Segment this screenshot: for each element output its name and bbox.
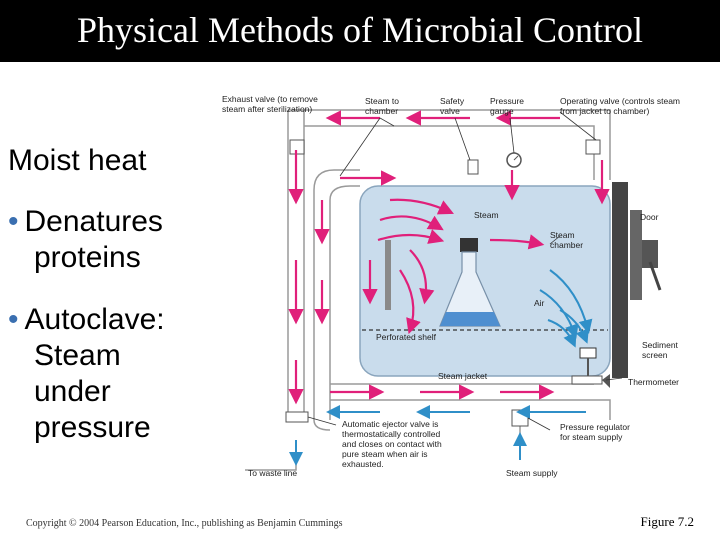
label-line: Sediment	[642, 340, 678, 350]
label-line: Steam to	[365, 96, 400, 106]
copyright-text: Copyright © 2004 Pearson Education, Inc., publishing as Benjamin Cummings	[26, 518, 343, 529]
label-line: from jacket to chamber)	[560, 106, 650, 116]
label-line: Automatic ejector valve is	[342, 419, 439, 429]
bullet-text: Steam	[34, 339, 121, 372]
label-line: for steam supply	[560, 432, 623, 442]
label-steam-jacket: Steam jacket	[438, 371, 488, 381]
slide-title: Physical Methods of Microbial Control	[77, 10, 643, 50]
label-sediment-screen	[642, 340, 679, 360]
sediment-screen-icon	[580, 348, 596, 358]
bullet-dot: •	[8, 303, 19, 336]
label-line: valve	[440, 106, 460, 116]
label-safety-valve	[440, 96, 465, 116]
operating-valve-icon	[586, 140, 600, 154]
label-line: Safety	[440, 96, 465, 106]
ejector-valve-icon	[286, 412, 308, 422]
bullet-text: under	[34, 375, 111, 408]
label-exhaust-valve	[222, 94, 318, 114]
bullet-text: proteins	[34, 241, 141, 274]
label-pressure-regulator	[560, 422, 630, 442]
label-steam-to-chamber	[365, 96, 399, 116]
label-steam: Steam	[474, 210, 499, 220]
label-line: Pressure regulator	[560, 422, 630, 432]
label-line: steam after sterilization)	[222, 104, 313, 114]
label-line: and closes on contact with	[342, 439, 442, 449]
label-door: Door	[640, 212, 659, 222]
label-perforated-shelf: Perforated shelf	[376, 332, 437, 342]
label-line: thermostatically controlled	[342, 429, 441, 439]
label-line: Pressure	[490, 96, 525, 106]
label-air: Air	[534, 298, 545, 308]
label-line: exhausted.	[342, 459, 384, 469]
bullet-dot: •	[8, 205, 19, 238]
heating-element	[385, 240, 391, 310]
section-heading: Moist heat	[8, 144, 147, 177]
label-line: gauge	[490, 106, 514, 116]
label-line: Exhaust valve (to remove	[222, 94, 318, 104]
label-line: chamber	[365, 106, 399, 116]
bullet-text: Autoclave:	[24, 303, 165, 336]
label-to-waste-line: To waste line	[248, 468, 298, 478]
label-ejector-valve	[342, 419, 444, 469]
figure-caption: Figure 7.2	[640, 514, 694, 529]
label-operating-valve	[560, 96, 680, 116]
pressure-gauge-icon	[507, 153, 521, 167]
bullet-text: pressure	[34, 411, 151, 444]
label-line: Operating valve (controls steam	[560, 96, 680, 106]
label-steam-supply: Steam supply	[506, 468, 558, 478]
label-line: screen	[642, 350, 668, 360]
label-line: chamber	[550, 240, 584, 250]
label-thermometer: Thermometer	[628, 377, 680, 387]
bullet-text: Denatures	[24, 205, 163, 238]
label-line: Steam	[550, 230, 575, 240]
safety-valve-icon	[468, 160, 478, 174]
label-line: pure steam when air is	[342, 449, 428, 459]
label-pressure-gauge	[490, 96, 524, 116]
